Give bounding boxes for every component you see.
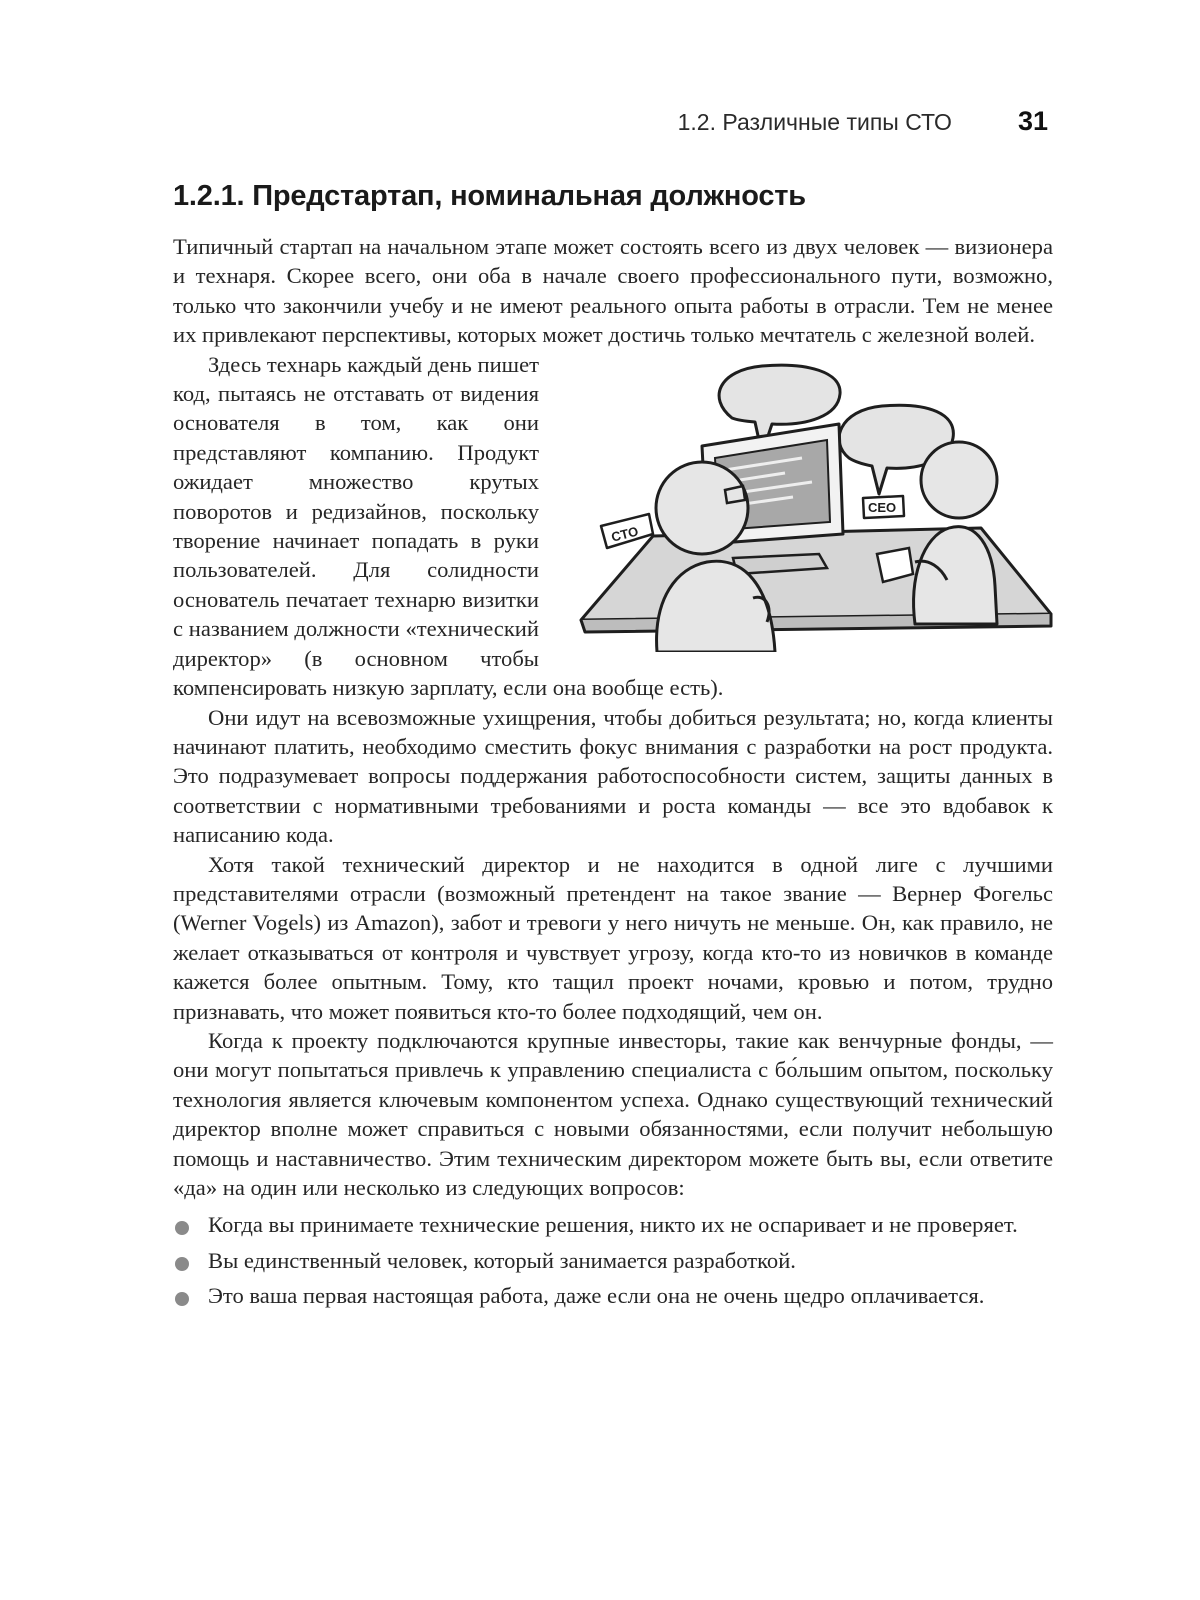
list-item-text: Это ваша первая настоящая работа, даже если она не очень щедро оплачивается.: [208, 1283, 985, 1309]
question-list: [173, 1210, 1053, 1310]
paragraph-growth: Они идут на всевозможные ухищрения, чтобы добиться результата; но, когда клиенты начинают платить, необходимо сместить фокус внимания с разработки на рост продукта. Это подразумевает вопросы поддержания работоспособности систем, защиты данных в соответствии с нормативными требованиями и роста команды — все это вдобавок к написанию кода.: [173, 704, 1053, 848]
paragraph-investors: Когда к проекту подключаются крупные инвесторы, такие как венчурные фонды, — они могут попытаться привлечь к управлению специалиста с бо́льшим опытом, поскольку технология является ключевым компонентом успеха. Однако существующий технический директор вполне может справиться с новыми обязанностями, если получит небольшую помощь и наставничество. Этим техническим директором можете быть вы, если ответите «да» на один или несколько из следующих вопросов:: [173, 1027, 1053, 1200]
bullet-icon: [175, 1257, 189, 1271]
ceo-label: CEO: [868, 499, 897, 515]
paragraph-league: Хотя такой технический директор и не находится в одной лиге с лучшими представителями отрасли (возможный претендент на такое звание — Вернер Фогельс (Werner Vogels) из Amazon), забот и тревоги у него ничуть не меньше. Он, как правило, не желает отказываться от контроля и чувствует угрозу, когда кто-то из новичков в команде кажется более опытным. Тому, кто тащил проект ночами, кровью и потом, трудно признавать, что может появиться кто-то более подходящий, чем он.: [173, 851, 1053, 1024]
list-item-text: Когда вы принимаете технические решения, никто их не оспаривает и не проверяет.: [208, 1212, 1018, 1238]
section-heading: 1.2.1. Предстартап, номинальная должность: [173, 180, 806, 212]
running-head: [600, 106, 1048, 137]
bullet-icon: [175, 1292, 189, 1306]
ceo-nameplate: [863, 496, 904, 518]
paragraph-technician: Здесь технарь каждый день пишет код, пытаясь не отставать от видения основателя в том, как они представляют компанию. Продукт ожидает множество крутых поворотов и редизайнов, поскольку творение начинает попадать в руки пользователей. Для солидности основатель печатает технарю визитки с названием должности «технический директор» (в основном чтобы компенсировать низкую зарплату, если она вообще есть).: [173, 351, 724, 701]
page-number: 31: [1017, 106, 1048, 136]
illustration-cto-ceo: [557, 358, 1057, 652]
running-title: 1.2. Различные типы СТО: [677, 109, 952, 135]
cto-label: CTO: [609, 523, 640, 545]
list-item: [173, 1246, 1053, 1275]
paragraph-intro: Типичный стартап на начальном этапе может состоять всего из двух человек — визионера и технаря. Скорее всего, они оба в начале своего профессионального пути, возможно, только что закончили учебу и не имеют реального опыта работы в отрасли. Тем не менее их привлекают перспективы, которых может достичь только мечтатель с железной волей.: [173, 234, 1053, 348]
body-text: [173, 232, 1053, 1317]
list-item: [173, 1210, 1053, 1239]
illustration-drawing: [557, 358, 1057, 652]
list-item-text: Вы единственный человек, который занимается разработкой.: [208, 1247, 796, 1273]
bullet-icon: [175, 1221, 189, 1235]
list-item: [173, 1281, 1053, 1310]
